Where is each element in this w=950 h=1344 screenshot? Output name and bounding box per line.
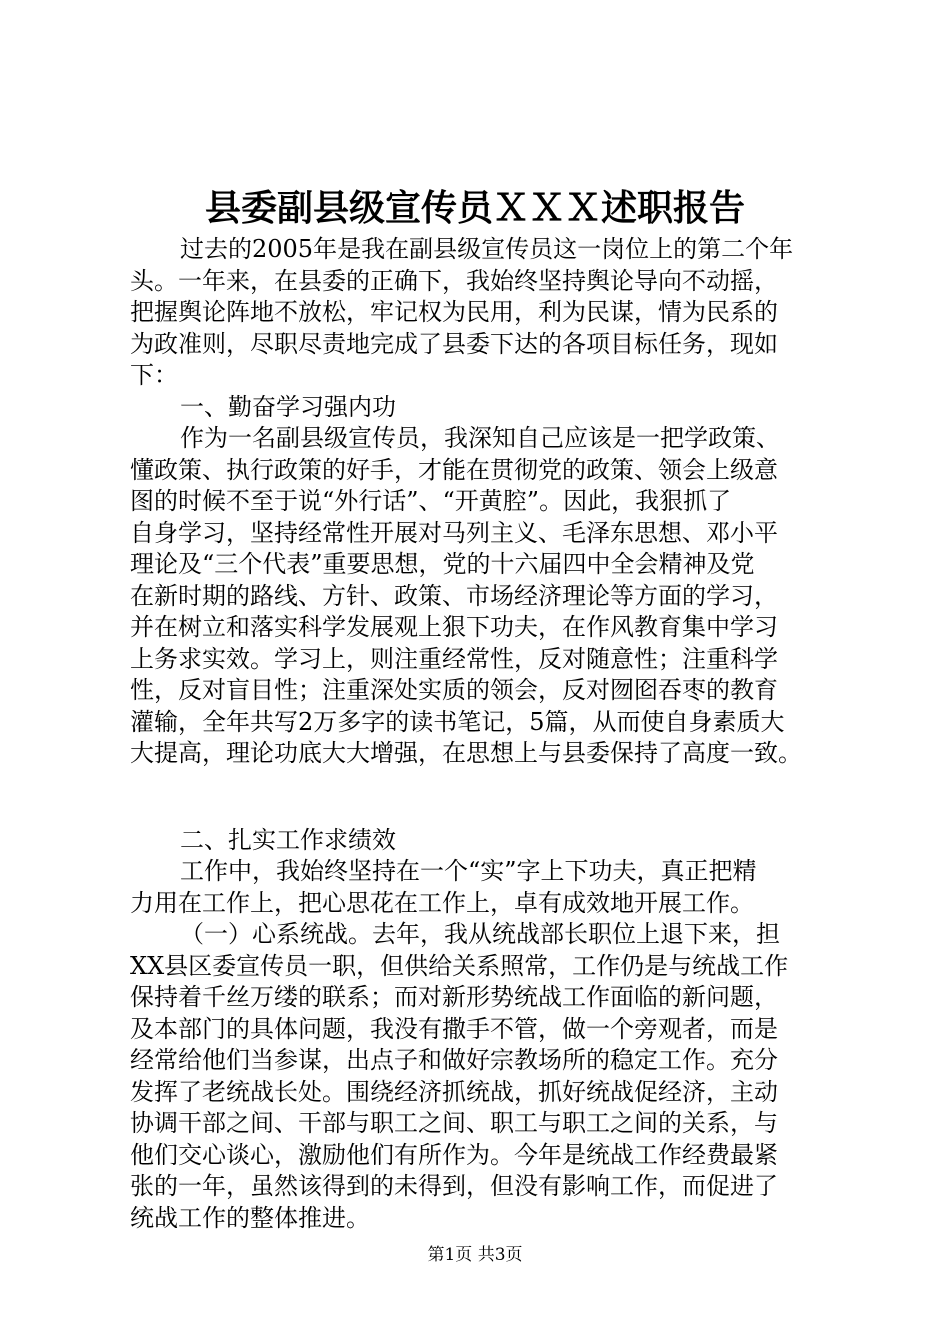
text-line: 他们交心谈心，激励他们有所作为。今年是统战工作经费最紧 [130, 1140, 778, 1169]
text-line: XX县区委宣传员一职，但供给关系照常，工作仍是与统战工作 [130, 951, 789, 980]
text-line: 性，反对盲目性；注重深处实质的领会，反对囫囵吞枣的教育 [130, 676, 778, 704]
text-line: 头。一年来，在县委的正确下，我始终坚持舆论导向不动摇， [130, 266, 778, 295]
text-line: 在新时期的路线、方针、政策、市场经济理论等方面的学习， [130, 581, 778, 610]
document-title: 县委副县级宣传员ＸＸＸ述职报告 [204, 187, 745, 229]
text-line: 保持着千丝万缕的联系；而对新形势统战工作面临的新问题， [130, 983, 778, 1011]
section-1-paragraph [130, 423, 820, 770]
paragraph-spacer [130, 770, 820, 825]
text-line: 力用在工作上，把心思花在工作上，卓有成效地开展工作。 [130, 888, 754, 917]
section-2-heading: 二、扎实工作求绩效 [180, 825, 396, 854]
text-line: 把握舆论阵地不放松，牢记权为民用，利为民谋，情为民系的 [130, 298, 778, 326]
document-body [130, 234, 820, 1234]
subsection-1-paragraph [130, 919, 820, 1234]
text-line: 经常给他们当参谋，出点子和做好宗教场所的稳定工作。充分 [130, 1046, 778, 1074]
text-line: 统战工作的整体推进。 [130, 1203, 370, 1232]
text-line: （一）心系统战。去年，我从统战部长职位上退下来，担 [180, 920, 780, 948]
text-line: 灌输，全年共写2万多字的读书笔记，5篇，从而使自身素质大 [130, 707, 785, 736]
text-line: 图的时候不至于说“外行话”、“开黄腔”。因此，我狠抓了 [130, 487, 732, 515]
section-1-heading: 一、勤奋学习强内功 [180, 392, 396, 421]
text-line: 为政准则，尽职尽责地完成了县委下达的各项目标任务，现如 [130, 329, 778, 358]
text-line: 并在树立和落实科学发展观上狠下功夫，在作风教育集中学习 [130, 613, 778, 641]
text-line: 工作中，我始终坚持在一个“实”字上下功夫，真正把精 [180, 857, 757, 885]
intro-paragraph [130, 234, 820, 392]
text-line: 上务求实效。学习上，则注重经常性，反对随意性；注重科学 [130, 644, 778, 673]
text-line: 及本部门的具体问题，我没有撒手不管，做一个旁观者，而是 [130, 1014, 778, 1043]
text-line: 过去的2005年是我在副县级宣传员这一岗位上的第二个年 [180, 235, 794, 263]
text-line: 作为一名副县级宣传员，我深知自己应该是一把学政策、 [180, 424, 780, 452]
text-line: 张的一年，虽然该得到的未得到，但没有影响工作，而促进了 [130, 1172, 778, 1200]
section-2-paragraph [130, 856, 820, 919]
text-line: 自身学习，坚持经常性开展对马列主义、毛泽东思想、邓小平 [130, 518, 778, 547]
page-footer: 第1页 共3页 [427, 1245, 523, 1265]
text-line: 协调干部之间、干部与职工之间、职工与职工之间的关系，与 [130, 1109, 778, 1137]
text-line: 发挥了老统战长处。围绕经济抓统战，抓好统战促经济，主动 [130, 1077, 778, 1106]
text-line: 大提高，理论功底大大增强，在思想上与县委保持了高度一致。 [130, 739, 802, 767]
text-line: 懂政策、执行政策的好手，才能在贯彻党的政策、领会上级意 [130, 455, 778, 484]
text-line: 理论及“三个代表”重要思想，党的十六届四中全会精神及党 [130, 550, 755, 578]
text-line: 下： [130, 361, 178, 389]
